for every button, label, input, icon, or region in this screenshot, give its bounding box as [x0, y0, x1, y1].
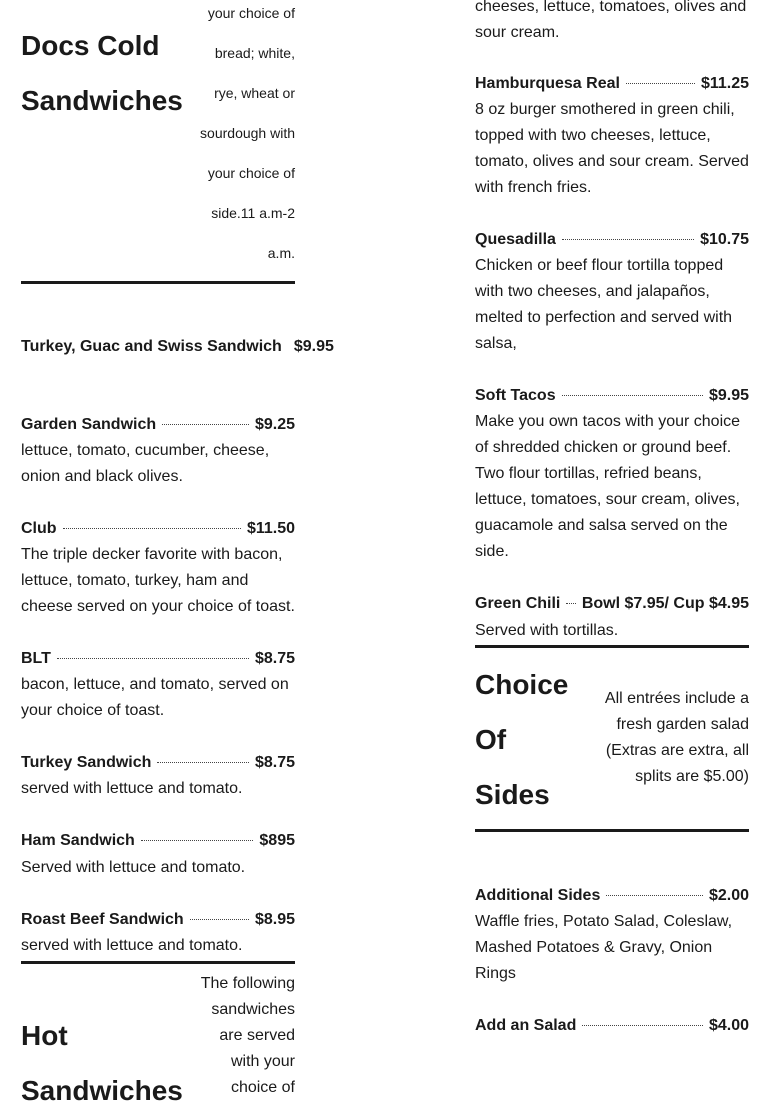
- menu-item-blt: [21, 646, 295, 724]
- item-description: The triple decker favorite with bacon, lettuce, tomato, turkey, ham and cheese served on your choice of toast.: [21, 546, 295, 615]
- item-price: $11.25: [700, 75, 749, 92]
- item-name: Roast Beef Sandwich: [21, 911, 184, 928]
- dotted-leader: [162, 424, 249, 425]
- item-description: Chicken or beef flour tortilla topped with two cheeses, and jalapaños, melted to perfection and served with salsa,: [475, 257, 733, 352]
- item-price: $8.95: [254, 911, 295, 928]
- dotted-leader: [626, 83, 695, 84]
- item-price: $4.00: [708, 1017, 749, 1034]
- item-description: Make you own tacos with your choice of shredded chicken or ground beef. Two flour tortillas, refried beans, lettuce, tomatoes, sour cream, olives, guacamole and salsa served on the side.: [475, 413, 741, 560]
- menu-item-roast-beef-sandwich: [21, 907, 295, 959]
- item-price: $10.75: [700, 231, 749, 248]
- menu-item-quesadilla: [475, 227, 749, 357]
- item-price: $8.75: [254, 754, 295, 771]
- item-name: Club: [21, 520, 57, 537]
- note-line: sandwiches: [211, 1001, 295, 1018]
- item-price: $9.25: [254, 416, 295, 433]
- dotted-leader: [141, 840, 254, 841]
- note-line: your choice of: [207, 5, 295, 21]
- menu-item-green-chili: [475, 591, 749, 644]
- item-name: BLT: [21, 650, 51, 667]
- section-title: [21, 18, 183, 128]
- menu-item-ham-sandwich: [21, 828, 295, 881]
- note-line: are served: [219, 1027, 295, 1044]
- dotted-leader: [566, 603, 575, 604]
- item-price: $9.95: [708, 387, 749, 404]
- item-description: Served with lettuce and tomato.: [21, 859, 246, 876]
- section-title-line: Sandwiches: [21, 1075, 183, 1106]
- item-price: $9.95: [293, 338, 334, 355]
- item-name: Add an Salad: [475, 1017, 577, 1034]
- note-line: sourdough with: [200, 125, 295, 141]
- item-description: served with lettuce and tomato.: [21, 937, 243, 954]
- dotted-leader: [63, 528, 241, 529]
- dotted-leader: [606, 895, 703, 896]
- dotted-leader: [562, 395, 703, 396]
- item-description: Waffle fries, Potato Salad, Coleslaw, Mashed Potatoes & Gravy, Onion Rings: [475, 913, 733, 982]
- menu-item-hamburquesa-real: [475, 71, 749, 201]
- note-line: bread; white,: [214, 45, 295, 61]
- section-title-line: Choice: [475, 669, 569, 700]
- menu-item-additional-sides: [475, 883, 749, 987]
- note-line: The following: [200, 975, 295, 992]
- note-line: side.11 a.m-2: [211, 205, 295, 221]
- cold-sandwiches-header: [21, 0, 295, 265]
- item-name: Quesadilla: [475, 231, 556, 248]
- item-price: $8.75: [254, 650, 295, 667]
- item-price: $895: [259, 832, 295, 849]
- section-note: [185, 971, 295, 1101]
- section-note: All entrées include a fresh garden salad (Extras are extra, all splits are $5.00): [604, 690, 749, 785]
- item-description: served with lettuce and tomato.: [21, 780, 243, 797]
- menu-item-turkey-guac-swiss: [21, 334, 361, 360]
- item-name: Turkey, Guac and Swiss Sandwich: [21, 338, 282, 355]
- section-divider: [475, 829, 749, 832]
- item-description-continued: cheeses, lettuce, tomatoes, olives and sour cream.: [475, 0, 747, 41]
- item-name: Hamburquesa Real: [475, 75, 620, 92]
- item-name: Turkey Sandwich: [21, 754, 152, 771]
- hot-sandwiches-header: [21, 971, 295, 1106]
- section-title: [475, 657, 568, 822]
- note-line: your choice of: [207, 165, 295, 181]
- section-divider: [475, 645, 749, 648]
- menu-item-garden-sandwich: [21, 412, 295, 490]
- section-title-line: Hot: [21, 1020, 68, 1051]
- menu-item-soft-tacos: [475, 383, 749, 565]
- choice-of-sides-header: [475, 657, 749, 822]
- dotted-leader: [582, 1025, 703, 1026]
- section-title: [21, 1008, 183, 1118]
- item-description: Served with tortillas.: [475, 622, 619, 639]
- section-divider: [21, 961, 295, 964]
- menu-item-turkey-sandwich: [21, 750, 295, 802]
- section-note: [185, 0, 295, 273]
- section-title-line: Sides: [475, 779, 550, 810]
- item-price: $11.50: [246, 520, 295, 537]
- section-title-line: Sandwiches: [21, 85, 183, 116]
- section-divider: [21, 281, 295, 284]
- note-line: with your: [230, 1053, 295, 1070]
- menu-item-club: [21, 516, 295, 620]
- item-price: Bowl $7.95/ Cup $4.95: [581, 595, 749, 612]
- section-title-line: Of: [475, 724, 507, 755]
- item-description: lettuce, tomato, cucumber, cheese, onion and black olives.: [21, 442, 270, 485]
- item-name: Garden Sandwich: [21, 416, 157, 433]
- note-line: a.m.: [267, 245, 295, 261]
- menu-item-add-salad: [475, 1013, 749, 1039]
- note-line: choice of: [230, 1079, 295, 1096]
- dotted-leader: [190, 919, 249, 920]
- item-name: Additional Sides: [475, 887, 601, 904]
- dotted-leader: [157, 762, 249, 763]
- item-name: Soft Tacos: [475, 387, 556, 404]
- item-name: Green Chili: [475, 595, 561, 612]
- note-line: rye, wheat or: [214, 85, 295, 101]
- item-description: 8 oz burger smothered in green chili, topped with two cheeses, lettuce, tomato, olives and sour cream. Served with french fries.: [475, 101, 749, 196]
- section-title-line: Docs Cold: [21, 30, 160, 61]
- item-name: Ham Sandwich: [21, 832, 135, 849]
- item-price: $2.00: [708, 887, 749, 904]
- dotted-leader: [57, 658, 249, 659]
- item-description: bacon, lettuce, and tomato, served on your choice of toast.: [21, 676, 289, 719]
- dotted-leader: [562, 239, 694, 240]
